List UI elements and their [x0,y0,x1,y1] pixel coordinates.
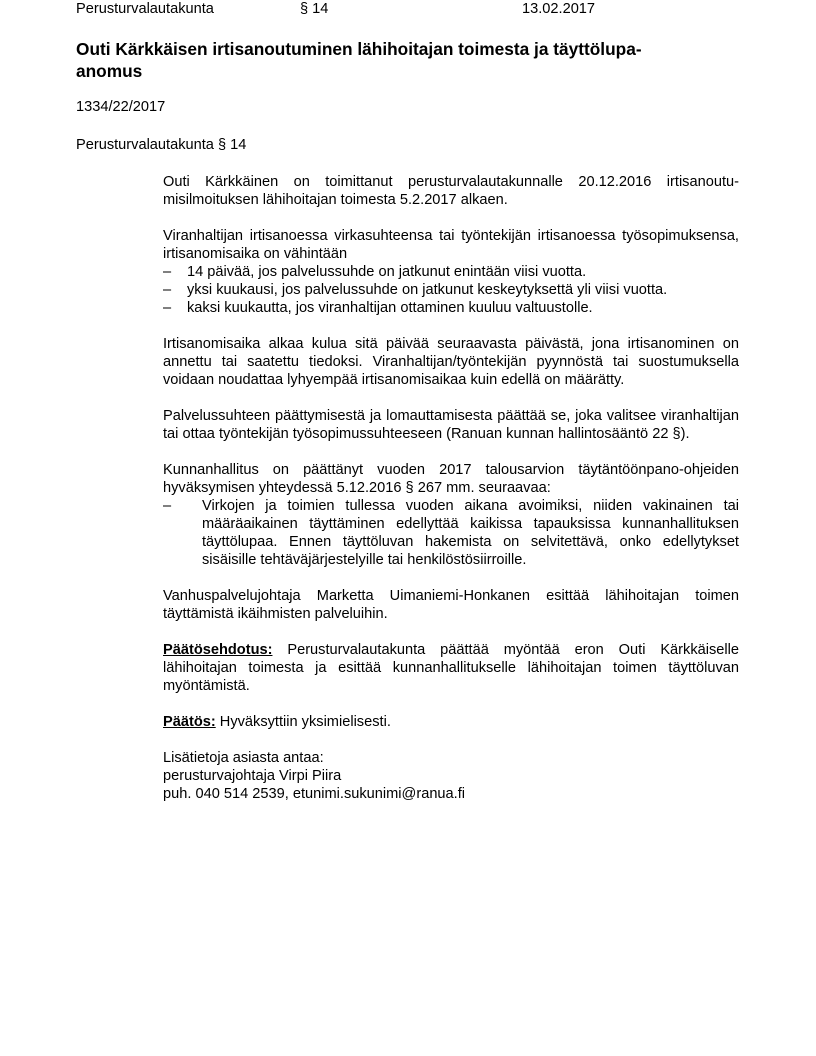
decision-text: Hyväksyttiin yksimielisesti. [215,714,391,730]
council-decision-intro: Kunnanhallitus on päättänyt vuoden 2017 talousarvion täytäntöönpano-ohjeiden hyväksymisen yhteydessä 5.12.2016 § 267 mm. seuraavaa: [163,462,739,496]
document-body [163,173,739,803]
header-section: § 14 [300,1,329,17]
intro-paragraph: Outi Kärkkäinen on toimittanut perusturvalautakunnalle 20.12.2016 irtisanoutumisilmoituksen lähihoitajan toimesta 5.2.2017 alkaen. [163,174,739,208]
decision-proposal-label: Päätösehdotus: [163,642,273,658]
list-item-text: Virkojen ja toimien tullessa vuoden aikana avoimiksi, niiden vakinainen tai määräaikainen täyttäminen edellyttää kaikissa tapauksissa kunnanhallituksen täyttölupaa. Ennen täyttöluvan hakemista on selvitettävä, onko edellytykset sisäisille tehtäväjärjestelyille tai henkilöstösiirroille. [202,498,739,568]
list-item [163,497,739,569]
list-item [163,263,739,281]
contact-intro: Lisätietoja asiasta antaa: [163,750,324,766]
notice-start-paragraph: Irtisanomisaika alkaa kulua sitä päivää seuraavasta päivästä, jona irtisanominen on annettu tai saatettu tiedoksi. Viranhaltijan/työntekijän pyynnöstä tai suostumuksella voidaan noudattaa lyhyempää irtisanomisaikaa kuin edellä on määrätty. [163,336,739,388]
header-date: 13.02.2017 [522,1,596,17]
section-reference: Perusturvalautakunta § 14 [76,137,247,153]
contact-info [163,749,739,803]
decision-proposal-text: Perusturvalautakunta päättää myöntää eron Outi Kärkkäiselle lähihoitajan toimesta ja esittää kunnanhallitukselle lähihoitajan toimen täyttöluvan myöntämistä. [163,642,739,694]
notice-period-intro: Viranhaltijan irtisanoessa virkasuhteensa tai työntekijän irtisanoessa työsopimuksensa, irtisanomisaika on vähintään [163,228,739,262]
list-item-text: kaksi kuukautta, jos viranhaltijan ottaminen kuuluu valtuustolle. [187,300,593,316]
dash-bullet: – [163,300,172,316]
dash-bullet: – [163,264,172,280]
council-decision-list [163,497,739,569]
decision-label: Päätös: [163,714,216,730]
document-title: Outi Kärkkäisen irtisanoutuminen lähihoitajan toimesta ja täyttölupa-anomus [76,39,642,81]
list-item-text: 14 päivää, jos palvelussuhde on jatkunut enintään viisi vuotta. [187,264,587,280]
list-item [163,281,739,299]
list-item [163,299,739,317]
dash-bullet: – [163,282,172,298]
dash-bullet: – [163,498,172,514]
header-organization: Perusturvalautakunta [76,1,214,17]
case-number: 1334/22/2017 [76,99,166,115]
decision-proposal-paragraph [163,641,739,695]
list-item-text: yksi kuukausi, jos palvelussuhde on jatkunut keskeytyksettä yli viisi vuotta. [187,282,668,298]
contact-person: perusturvajohtaja Virpi Piira [163,768,342,784]
decision-paragraph [163,713,739,731]
notice-period-list [163,263,739,317]
termination-authority-paragraph: Palvelussuhteen päättymisestä ja lomauttamisesta päättää se, joka valitsee viranhaltijan tai ottaa työntekijän työsopimussuhteeseen (Ranuan kunnan hallintosääntö 22 §). [163,408,739,442]
director-proposal-paragraph: Vanhuspalvelujohtaja Marketta Uimaniemi-Honkanen esittää lähihoitajan toimen täyttämistä ikäihmisten palveluihin. [163,588,739,622]
contact-details: puh. 040 514 2539, etunimi.sukunimi@ranua.fi [163,786,466,802]
